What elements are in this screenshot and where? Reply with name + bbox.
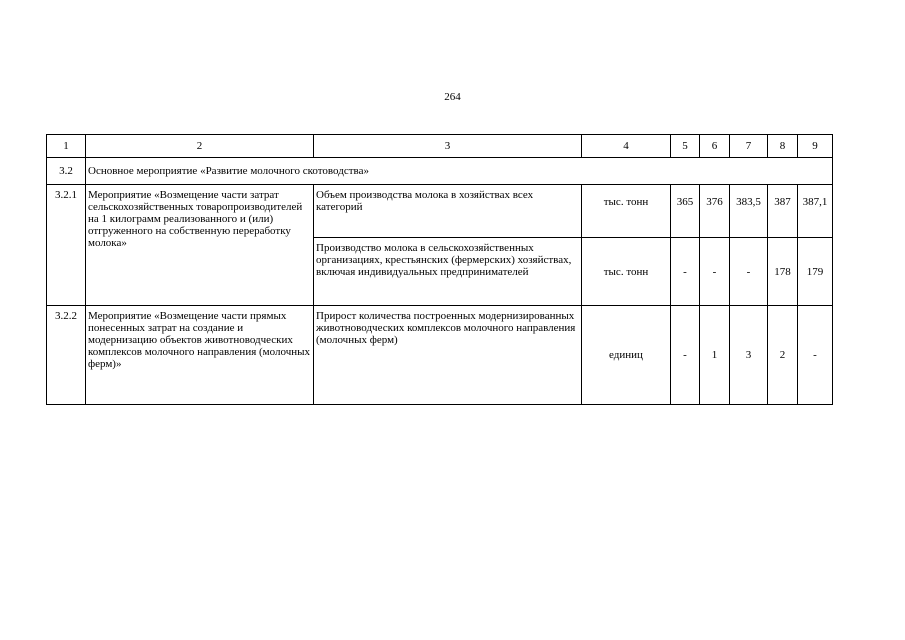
- measure-name: Мероприятие «Возмещение части прямых понесенных затрат на создание и модернизацию объектов животноводческих комплексов молочного направления (молочных ферм)»: [88, 310, 311, 370]
- header-cell: 9: [798, 135, 833, 158]
- value-cell: 178: [768, 238, 798, 306]
- indicator-unit: тыс. тонн: [582, 185, 671, 238]
- measure-name: Мероприятие «Возмещение части затрат сельскохозяйственных товаропроизводителей на 1 килограмм реализованного и (или) отгруженного на собственную переработку молока»: [88, 189, 303, 249]
- program-table: [46, 134, 833, 405]
- value-cell: -: [700, 238, 730, 306]
- header-cell: 2: [86, 135, 314, 158]
- header-cell: 1: [47, 135, 86, 158]
- section-row: [47, 158, 833, 185]
- header-cell: 5: [671, 135, 700, 158]
- value-cell: 3: [730, 306, 768, 405]
- measure-code: 3.2.1: [55, 189, 77, 201]
- value-cell: 365: [671, 185, 700, 238]
- value-cell: -: [671, 238, 700, 306]
- value-cell: 1: [700, 306, 730, 405]
- indicator-text: Объем производства молока в хозяйствах всех категорий: [316, 189, 534, 213]
- header-cell: 7: [730, 135, 768, 158]
- value-cell: 387: [768, 185, 798, 238]
- header-cell: 6: [700, 135, 730, 158]
- indicator-text: Прирост количества построенных модернизированных животноводческих комплексов молочного направления (молочных ферм): [316, 310, 576, 346]
- value-cell: 376: [700, 185, 730, 238]
- value-cell: 2: [768, 306, 798, 405]
- value-cell: -: [730, 238, 768, 306]
- value-cell: 179: [798, 238, 833, 306]
- table-row: [47, 306, 833, 405]
- section-title: Основное мероприятие «Развитие молочного скотоводства»: [86, 158, 833, 185]
- value-cell: -: [798, 306, 833, 405]
- page-number: 264: [444, 91, 461, 103]
- indicator-text: Производство молока в сельскохозяйственных организациях, крестьянских (фермерских) хозяйствах, включая индивидуальных предпринимателей: [316, 242, 572, 278]
- header-cell: 4: [582, 135, 671, 158]
- header-cell: 3: [314, 135, 582, 158]
- table-row: [47, 185, 833, 238]
- value-cell: 387,1: [798, 185, 833, 238]
- value-cell: -: [671, 306, 700, 405]
- measure-code: 3.2.2: [55, 310, 77, 322]
- header-cell: 8: [768, 135, 798, 158]
- section-code: 3.2: [47, 158, 86, 185]
- indicator-unit: единиц: [582, 306, 671, 405]
- value-cell: 383,5: [730, 185, 768, 238]
- indicator-unit: тыс. тонн: [582, 238, 671, 306]
- header-row: [47, 135, 833, 158]
